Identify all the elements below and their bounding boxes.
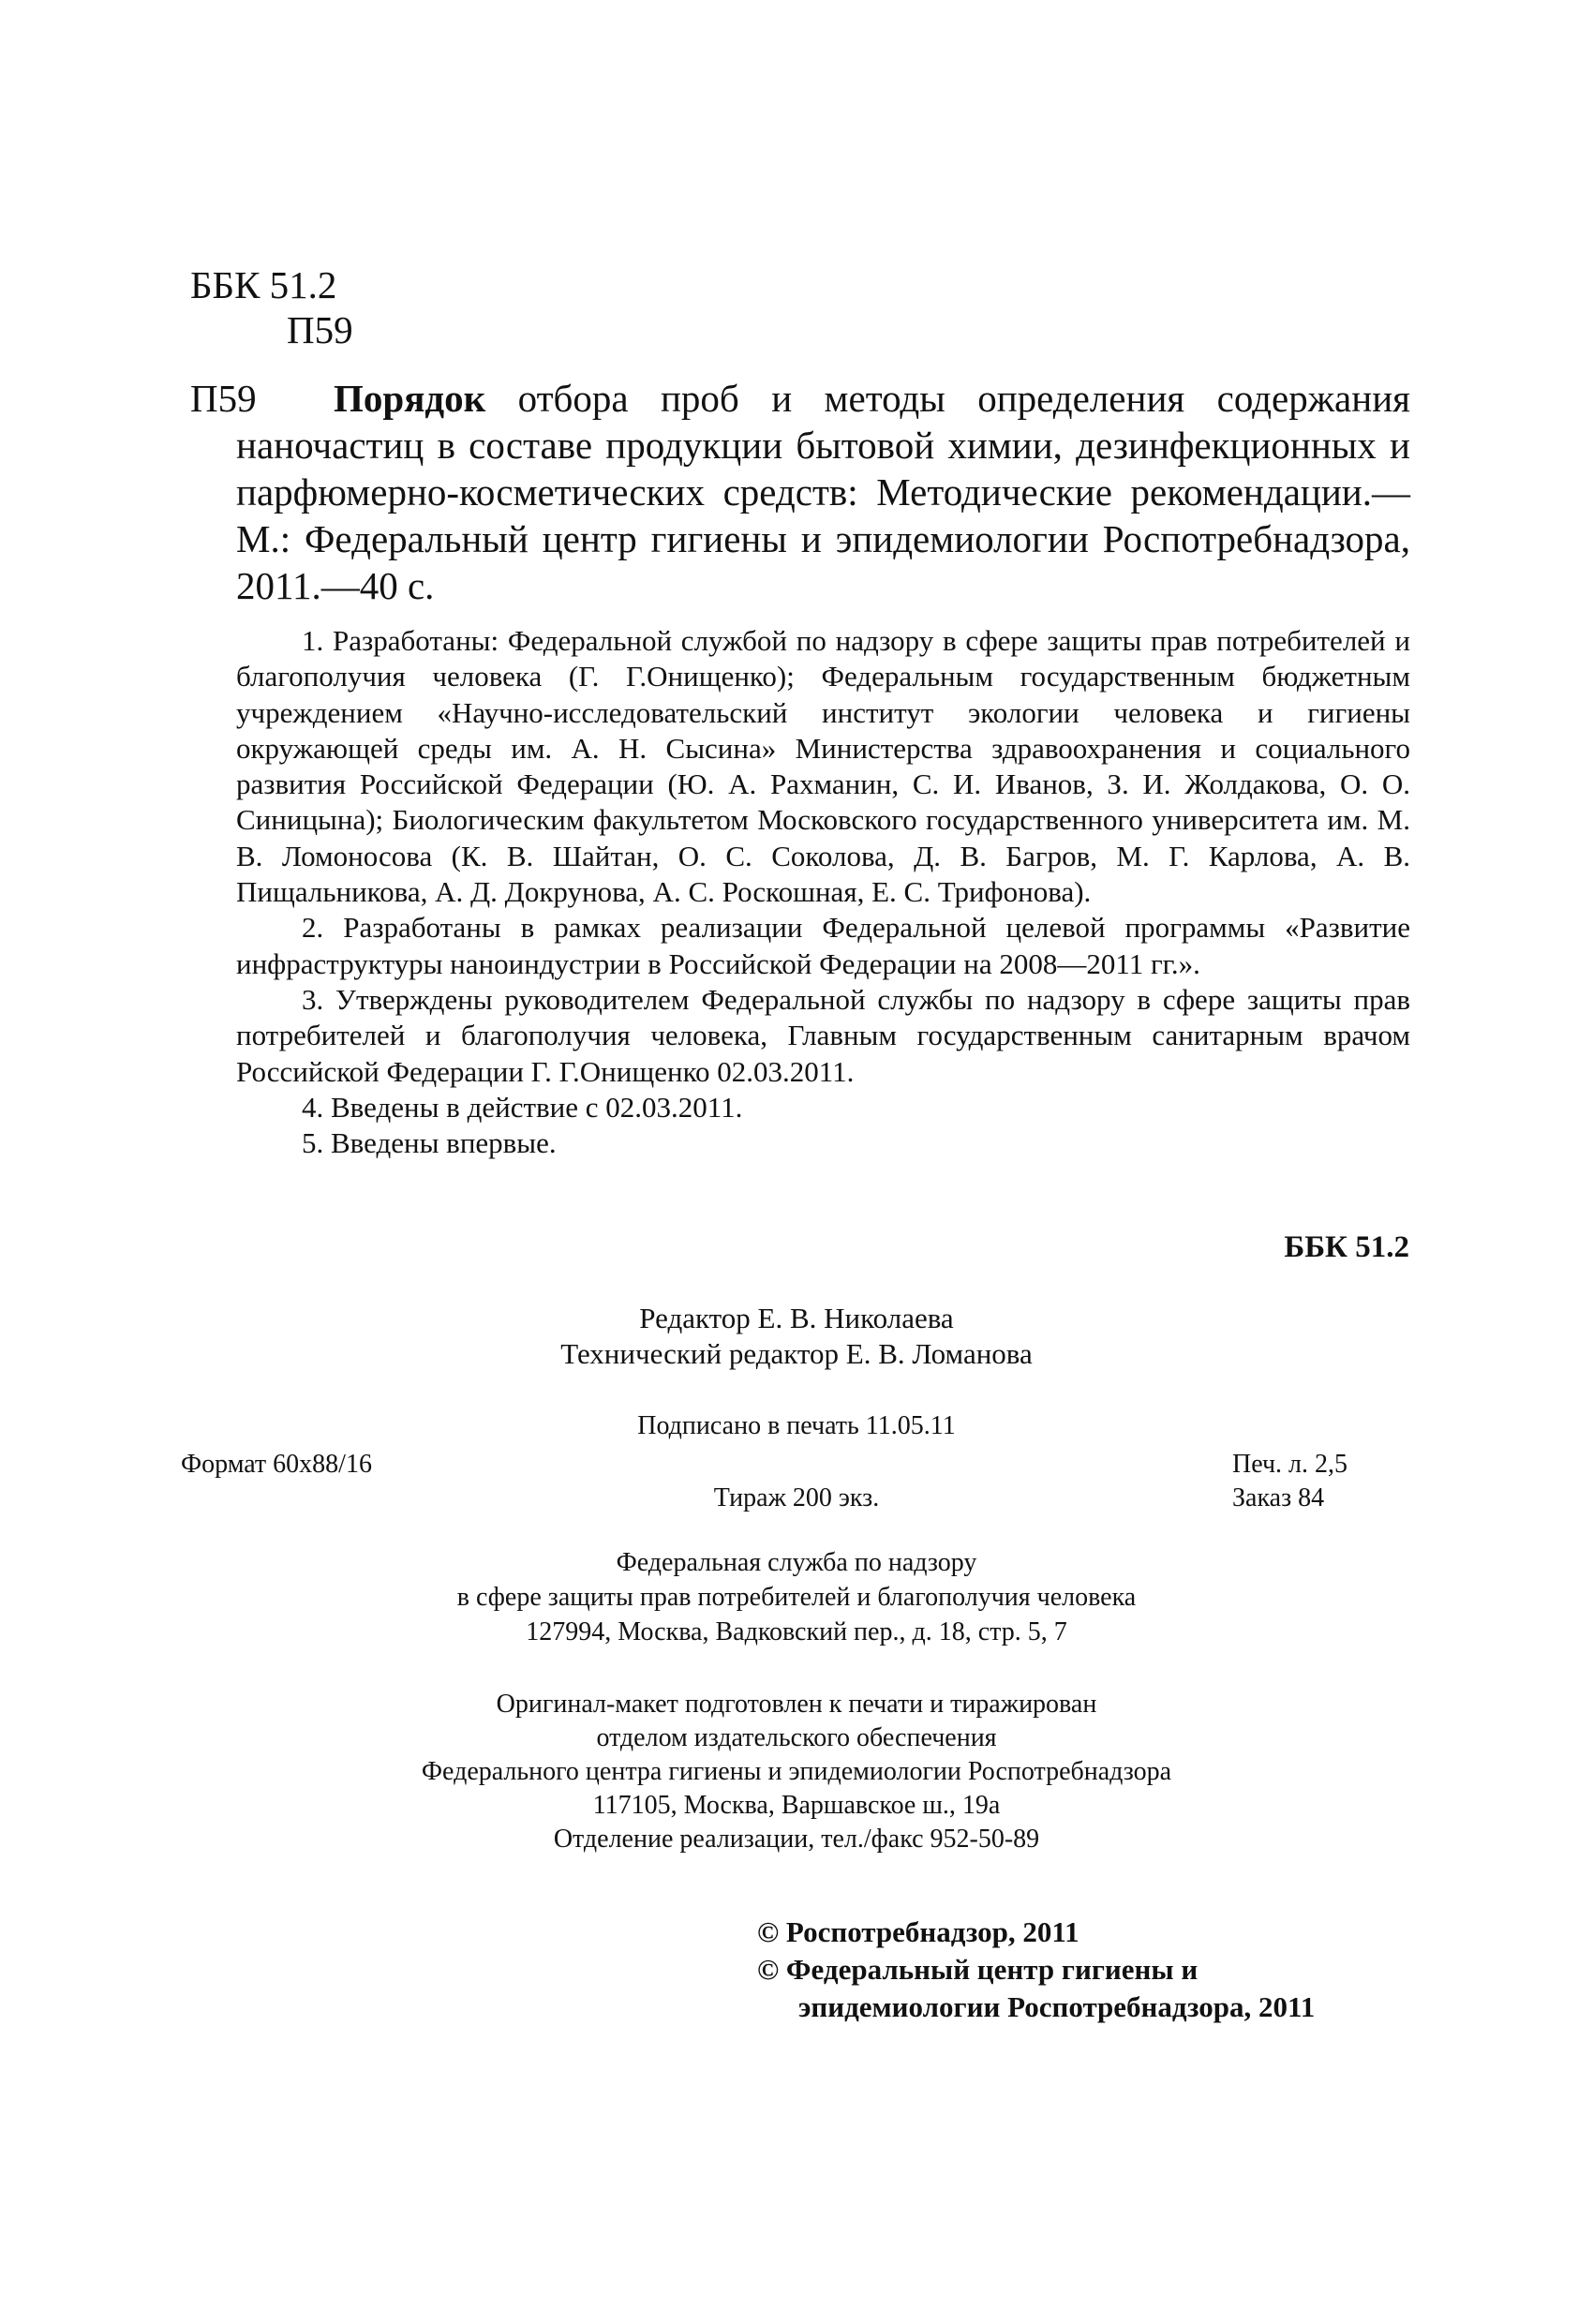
copyright-block (757, 1914, 1315, 2026)
editor: Редактор Е. В. Николаева (639, 1302, 954, 1334)
order-number: Заказ 84 (1232, 1483, 1325, 1512)
printer-line-3: Федерального центра гигиены и эпидемиологии Роспотребнадзора (421, 1757, 1172, 1786)
annotation-mark: П59 (190, 377, 257, 420)
printed-sheets: Печ. л. 2,5 (1232, 1450, 1348, 1479)
bbk-index: ББК 51.2 (190, 263, 337, 306)
publisher-line-2: в сфере защиты прав потребителей и благополучия человека (456, 1583, 1137, 1612)
printer-address: 117105, Москва, Варшавское ш., 19а (592, 1791, 1001, 1820)
printer-line-2: отделом издательского обеспечения (596, 1723, 997, 1752)
signed-to-print: Подписано в печать 11.05.11 (637, 1411, 956, 1440)
sales-department: Отделение реализации, тел./факс 952-50-89 (553, 1825, 1040, 1854)
publisher-line-1: Федеральная служба по надзору (616, 1548, 977, 1577)
development-notes (236, 623, 1410, 1161)
annotation-text: отбора проб и методы определения содержания наночастиц в составе продукции бытовой химии, дезинфекционных и парфюмерно-косметических средств: Методические рекомендации.—М.: Федеральный центр гигиены и эпидемиологии Роспотребнадзора, 2011.—40 с. (236, 377, 1410, 607)
bibliographic-annotation (236, 375, 1410, 609)
note-1: 1. Разработаны: Федеральной службой по надзору в сфере защиты прав потребителей и благополучия человека (Г. Г.Онищенко); Федеральным государственным бюджетным учреждением «Научно-исследовательский институт экологии человека и гигиены окружающей среды им. А. Н. Сысина» Министерства здравоохранения и социального развития Российской Федерации (Ю. А. Рахманин, С. И. Иванов, З. И. Жолдакова, О. О. Синицына); Биологическим факультетом Московского государственного университета им. М. В. Ломоносова (К. В. Шайтан, О. С. Соколова, Д. В. Багров, М. Г. Карлова, А. В. Пищальникова, А. Д. Докрунова, А. С. Роскошная, Е. С. Трифонова). (236, 624, 1410, 909)
note-3: 3. Утверждены руководителем Федеральной службы по надзору в сфере защиты прав потребителей и благополучия человека, Главным государственным санитарным врачом Российской Федерации Г. Г.Онищенко 02.03.2011. (236, 982, 1410, 1088)
author-mark: П59 (287, 308, 353, 351)
note-5: 5. Введены впервые. (302, 1126, 557, 1160)
note-4: 4. Введены в действие с 02.03.2011. (302, 1090, 743, 1124)
format: Формат 60x88/16 (181, 1450, 372, 1479)
note-2: 2. Разработаны в рамках реализации Федеральной целевой программы «Развитие инфраструктуры наноиндустрии в Российской Федерации на 2008—2011 гг.». (236, 911, 1410, 980)
annotation-lead: Порядок (334, 377, 486, 420)
publisher-address: 127994, Москва, Вадковский пер., д. 18, стр. 5, 7 (526, 1617, 1067, 1646)
print-run: Тираж 200 экз. (713, 1483, 880, 1512)
copyright-line-3: эпидемиологии Роспотребнадзора, 2011 (798, 1990, 1316, 2023)
copyright-line-2: © Федеральный центр гигиены и (757, 1953, 1198, 1986)
printer-line-1: Оригинал-макет подготовлен к печати и тиражирован (496, 1690, 1097, 1719)
bbk-index-right: ББК 51.2 (1284, 1230, 1409, 1264)
tech-editor: Технический редактор Е. В. Ломанова (560, 1337, 1033, 1370)
copyright-line-1: © Роспотребнадзор, 2011 (757, 1915, 1079, 1948)
